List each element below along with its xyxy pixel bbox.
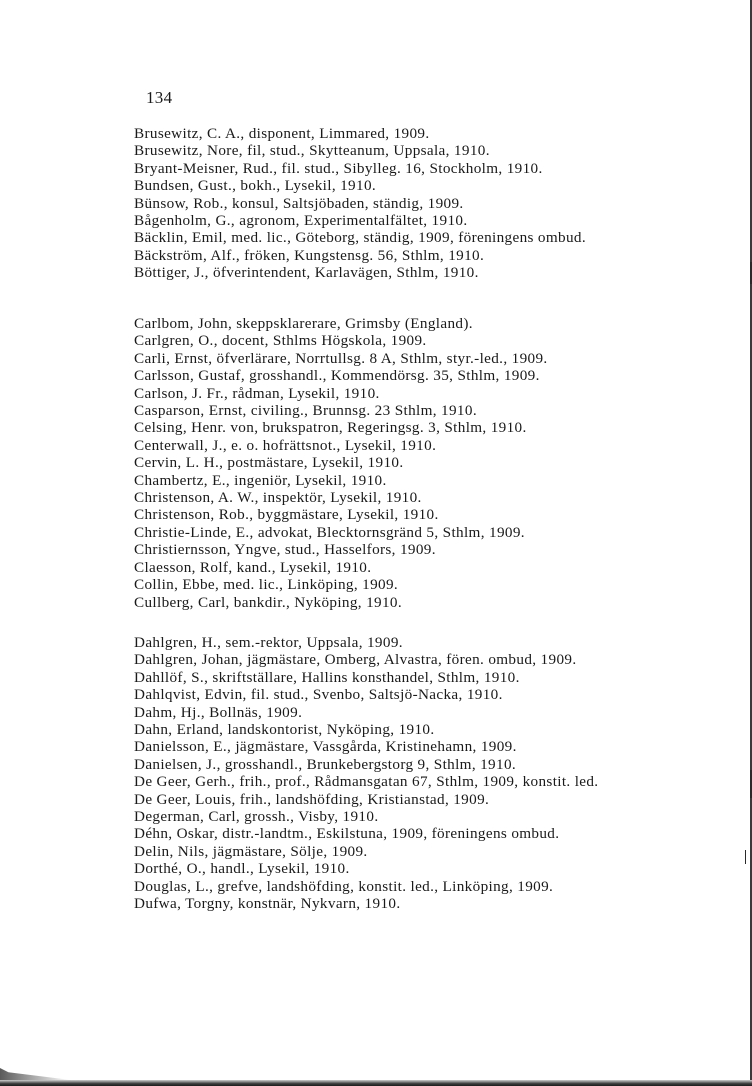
member-entry: Carlbom, John, skeppsklarerare, Grimsby (England). [134,315,473,332]
member-entry: Cervin, L. H., postmästare, Lysekil, 1910. [134,454,404,472]
member-entry: Claesson, Rolf, kand., Lysekil, 1910. [134,558,372,576]
member-entry: Carlgren, O., docent, Sthlms Högskola, 1909. [134,332,427,350]
member-entry: Dahn, Erland, landskontorist, Nyköping, 1910. [134,721,435,739]
member-entry: Christiernsson, Yngve, stud., Hasselfors, 1909. [134,541,436,559]
member-entry: Christenson, Rob., byggmästare, Lysekil, 1910. [134,506,439,524]
member-entry: De Geer, Gerh., frih., prof., Rådmansgatan 67, Sthlm, 1909, konstit. led. [134,773,599,791]
page-number: 134 [146,88,173,107]
member-entry: Dorthé, O., handl., Lysekil, 1910. [134,860,350,878]
member-entry: Bundsen, Gust., bokh., Lysekil, 1910. [134,177,377,195]
member-entry: Dahlgren, Johan, jägmästare, Omberg, Alvastra, fören. ombud, 1909. [134,651,577,669]
member-entry: Degerman, Carl, grossh., Visby, 1910. [134,808,379,826]
member-entry: Bågenholm, G., agronom, Experimentalfältet, 1910. [134,212,468,230]
page-bottom-edge [0,1080,752,1086]
member-entry: Bryant-Meisner, Rud., fil. stud., Sibylleg. 16, Stockholm, 1910. [134,159,543,177]
member-entry: Dufwa, Torgny, konstnär, Nykvarn, 1910. [134,895,401,913]
member-entry: Carlson, J. Fr., rådman, Lysekil, 1910. [134,384,380,402]
member-list-d [134,634,598,913]
member-entry: Chambertz, E., ingeniör, Lysekil, 1910. [134,471,387,489]
member-entry: Celsing, Henr. von, brukspatron, Regeringsg. 3, Sthlm, 1910. [134,419,527,437]
member-entry: Cullberg, Carl, bankdir., Nyköping, 1910. [134,593,403,611]
member-entry: Carli, Ernst, öfverlärare, Norrtullsg. 8 A, Sthlm, styr.-led., 1909. [134,349,548,367]
member-entry: Dahlqvist, Edvin, fil. stud., Svenbo, Saltsjö-Nacka, 1910. [134,686,503,704]
member-entry: Brusewitz, Nore, fil, stud., Skytteanum, Uppsala, 1910. [134,142,490,160]
member-entry: De Geer, Louis, frih., landshöfding, Kristianstad, 1909. [134,790,490,808]
member-entry: Bünsow, Rob., konsul, Saltsjöbaden, ständig, 1909. [134,194,464,212]
member-entry: Bäcklin, Emil, med. lic., Göteborg, ständig, 1909, föreningens ombud. [134,229,587,247]
member-entry: Brusewitz, C. A., disponent, Limmared, 1909. [134,125,430,142]
member-entry: Centerwall, J., e. o. hofrättsnot., Lysekil, 1910. [134,436,437,454]
member-entry: Collin, Ebbe, med. lic., Linköping, 1909. [134,576,399,594]
member-entry: Christenson, A. W., inspektör, Lysekil, 1910. [134,489,422,507]
member-entry: Christie-Linde, E., advokat, Blecktornsgränd 5, Sthlm, 1909. [134,523,525,541]
member-entry: Delin, Nils, jägmästare, Sölje, 1909. [134,842,368,860]
member-entry: Bäckström, Alf., fröken, Kungstensg. 56, Sthlm, 1910. [134,246,485,264]
member-entry: Douglas, L., grefve, landshöfding, konstit. led., Linköping, 1909. [134,877,554,895]
member-list-b [134,125,586,282]
scan-edge-mark [745,850,746,864]
member-entry: Dahlgren, H., sem.-rektor, Uppsala, 1909. [134,634,403,651]
member-entry: Böttiger, J., öfverintendent, Karlavägen, Sthlm, 1910. [134,264,479,282]
member-list-c [134,315,548,611]
member-entry: Casparson, Ernst, civiling., Brunnsg. 23 Sthlm, 1910. [134,402,477,420]
member-entry: Carlsson, Gustaf, grosshandl., Kommendörsg. 35, Sthlm, 1909. [134,367,540,385]
member-entry: Dahm, Hj., Bollnäs, 1909. [134,703,303,721]
member-entry: Danielsson, E., jägmästare, Vassgårda, Kristinehamn, 1909. [134,738,517,756]
member-entry: Danielsen, J., grosshandl., Brunkebergstorg 9, Sthlm, 1910. [134,755,517,773]
member-entry: Dahllöf, S., skriftställare, Hallins konsthandel, Sthlm, 1910. [134,668,520,686]
member-entry: Déhn, Oskar, distr.-landtm., Eskilstuna, 1909, föreningens ombud. [134,825,560,843]
